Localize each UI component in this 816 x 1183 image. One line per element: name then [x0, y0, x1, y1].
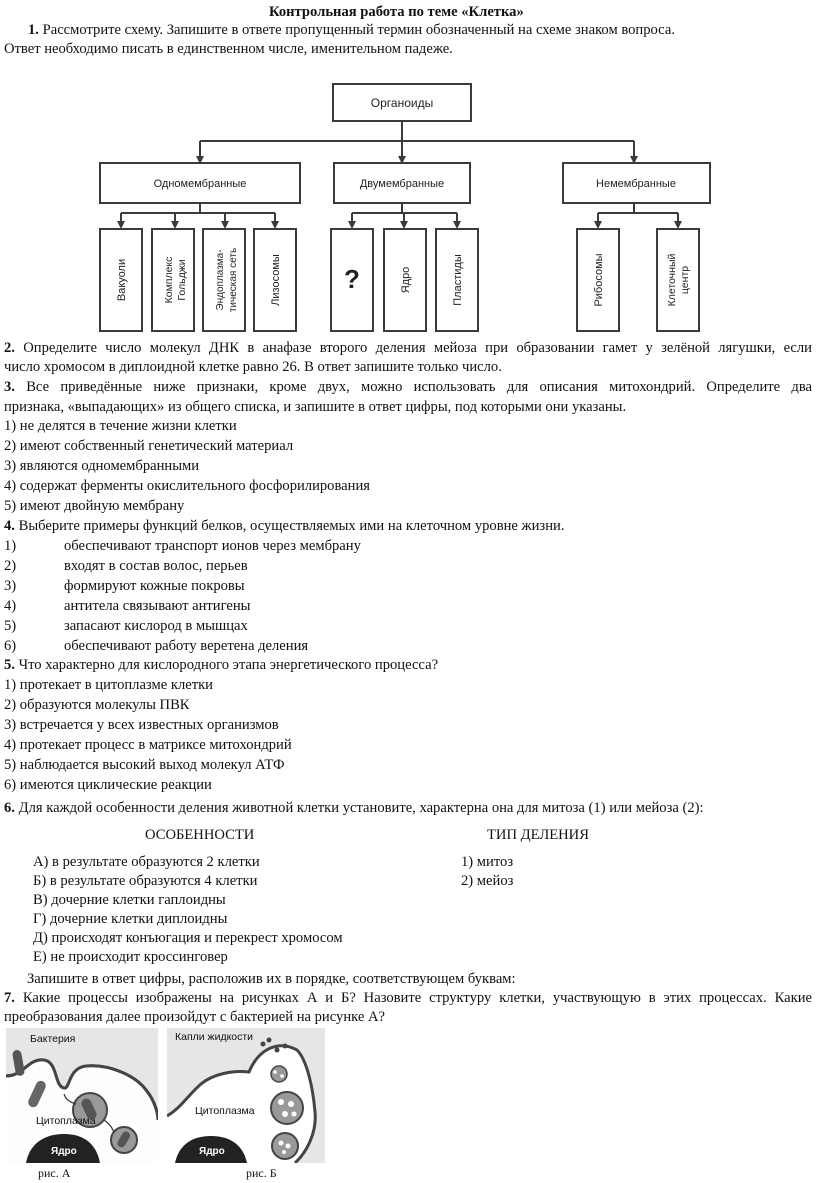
fig-a-label-mid: Цитоплазма [36, 1115, 96, 1127]
question-7-line1 [4, 989, 812, 1007]
q3-option: 2) имеют собственный генетический материал [4, 438, 294, 454]
diagram-root-label: Органоиды [370, 96, 434, 110]
q4-option-num: 4) [4, 598, 17, 614]
diagram-item-label-line: Клеточный [666, 253, 678, 307]
diagram-item-label-line: центр [679, 265, 691, 295]
question-text: Рассмотрите схему. Запишите в ответе пропущенный термин обозначенный на схеме знаком вопроса. [42, 22, 675, 38]
question-3-line1 [4, 378, 812, 396]
q4-option-num: 5) [4, 618, 17, 634]
question-number: 7. [4, 990, 15, 1006]
q6-feature: А) в результате образуются 2 клетки [33, 854, 260, 870]
q4-option-text: обеспечивают транспорт ионов через мембрану [64, 538, 361, 554]
q4-option-text: запасают кислород в мышцах [64, 618, 248, 634]
fig-a-label-nucleus: Ядро [51, 1146, 77, 1157]
q6-col2-header: ТИП ДЕЛЕНИЯ [487, 827, 589, 843]
q3-option: 5) имеют двойную мембрану [4, 498, 185, 514]
question-text: Для каждой особенности деления животной клетки установите, характерна она для митоза (1) или мейоза (2): [18, 800, 704, 816]
diagram-item-label: Рибосомы [593, 253, 605, 307]
diagram-item-label [666, 254, 691, 307]
question-3-line2: признака, «выпадающих» из общего списка, и запишите в ответ цифры, под которыми они указаны. [4, 399, 627, 415]
diagram-item-label-line: Гольджи [176, 259, 188, 301]
diagram-item-label-line: Эндоплазма- [215, 249, 226, 311]
fig-b-label-top: Капли жидкости [175, 1031, 254, 1043]
diagram-group-label: Немембранные [596, 178, 676, 190]
question-2-line1 [4, 339, 812, 357]
figure-a-phagocytosis [6, 1028, 158, 1163]
page-title: Контрольная работа по теме «Клетка» [269, 4, 524, 20]
diagram-question-mark: ? [344, 264, 360, 294]
question-number: 4. [4, 518, 15, 534]
question-number: 2. [4, 340, 15, 356]
fig-a-label-top: Бактерия [30, 1033, 76, 1045]
q3-option: 4) содержат ферменты окислительного фосфорилирования [4, 478, 370, 494]
organoids-diagram [0, 0, 816, 345]
q4-option-text: формируют кожные покровы [64, 578, 245, 594]
diagram-group-label: Одномембранные [153, 178, 247, 190]
fig-b-caption: рис. Б [246, 1166, 277, 1180]
question-number: 1. [28, 22, 39, 38]
question-text: Выберите примеры функций белков, осуществляемых ими на клеточном уровне жизни. [18, 518, 565, 534]
diagram-item-label: Пластиды [452, 254, 464, 306]
q4-option-num: 3) [4, 578, 17, 594]
question-text: Определите число молекул ДНК в анафазе второго деления мейоза при образовании гамет у зелёной лягушки, если [23, 340, 812, 356]
question-6 [4, 799, 704, 817]
q6-feature: В) дочерние клетки гаплоидны [33, 892, 226, 908]
figure-b-pinocytosis [167, 1028, 325, 1163]
question-4 [4, 517, 564, 535]
diagram-item-label [215, 248, 239, 312]
q5-option: 2) образуются молекулы ПВК [4, 697, 190, 713]
diagram-item-label: Вакуоли [116, 258, 128, 302]
diagram-item-label: Ядро [400, 266, 412, 294]
q6-feature: Д) происходят конъюгация и перекрест хромосом [33, 930, 343, 946]
q4-option-num: 6) [4, 638, 17, 654]
question-text: Какие процессы изображены на рисунках А и Б? Назовите структуру клетки, участвующую в этих процессах. Какие [22, 990, 812, 1006]
diagram-item-label-line: Комплекс [163, 256, 175, 304]
q3-option: 1) не делятся в течение жизни клетки [4, 418, 237, 434]
q4-option-num: 2) [4, 558, 17, 574]
question-text: Что характерно для кислородного этапа энергетического процесса? [18, 657, 439, 673]
diagram-item-label-line: тическая сеть [228, 247, 239, 313]
question-7-line2: преобразования далее произойдут с бактерией на рисунке А? [4, 1009, 386, 1025]
fig-b-label-nucleus: Ядро [199, 1146, 225, 1157]
q6-feature: Г) дочерние клетки диплоидны [33, 911, 228, 927]
diagram-item-label [163, 257, 188, 304]
q6-type: 1) митоз [461, 854, 514, 870]
question-number: 3. [4, 379, 15, 395]
q4-option-text: входят в состав волос, перьев [64, 558, 248, 574]
q6-feature: Е) не происходит кроссинговер [33, 949, 228, 965]
question-1-text2: Ответ необходимо писать в единственном числе, именительном падеже. [4, 41, 453, 57]
question-5 [4, 656, 438, 674]
q5-option: 3) встречается у всех известных организмов [4, 717, 279, 733]
q4-option-text: антитела связывают антигены [64, 598, 251, 614]
q5-option: 5) наблюдается высокий выход молекул АТФ [4, 757, 285, 773]
q6-instruction: Запишите в ответ цифры, расположив их в порядке, соответствующем буквам: [27, 971, 516, 987]
question-number: 5. [4, 657, 15, 673]
diagram-group-label: Двумембранные [359, 178, 445, 190]
question-2-line2: число хромосом в диплоидной клетке равно 26. В ответ запишите только число. [4, 359, 502, 375]
q4-option-num: 1) [4, 538, 17, 554]
q5-option: 6) имеются циклические реакции [4, 777, 212, 793]
q6-type: 2) мейоз [461, 873, 514, 889]
diagram-item-box [657, 229, 699, 331]
q5-option: 4) протекает процесс в матриксе митохондрий [4, 737, 292, 753]
q6-feature: Б) в результате образуются 4 клетки [33, 873, 258, 889]
q3-option: 3) являются одномембранными [4, 458, 200, 474]
fig-b-label-mid: Цитоплазма [195, 1105, 255, 1117]
q6-col1-header: ОСОБЕННОСТИ [145, 827, 255, 843]
q5-option: 1) протекает в цитоплазме клетки [4, 677, 213, 693]
question-text: Все приведённые ниже признаки, кроме двух, можно использовать для описания митохондрий. Определите два [26, 379, 812, 395]
q4-option-text: обеспечивают работу веретена деления [64, 638, 309, 654]
fig-a-caption: рис. А [38, 1166, 71, 1180]
diagram-item-label: Лизосомы [270, 254, 282, 306]
question-number: 6. [4, 800, 15, 816]
